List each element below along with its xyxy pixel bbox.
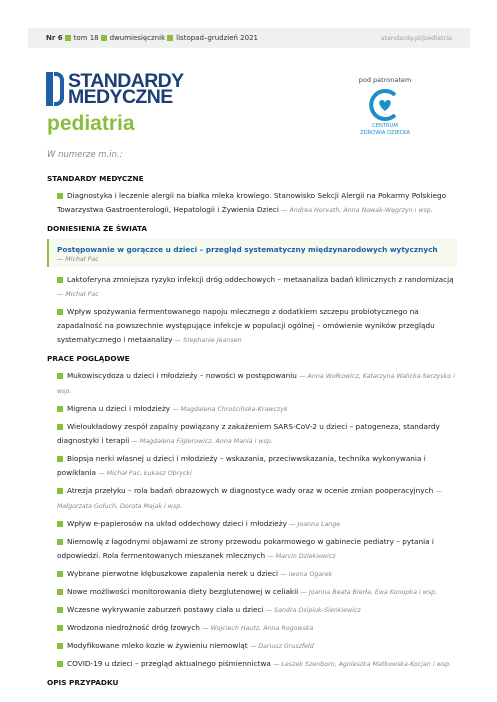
bullet-square-icon — [57, 625, 63, 631]
bullet-square-icon — [57, 488, 63, 494]
item-authors: — Dariusz Gruszfeld — [249, 643, 314, 650]
item-title: Biopsja nerki własnej u dzieci i młodzieży – wskazania, przeciwwskazania, technika wykonywania i powikłania — [57, 454, 426, 477]
featured-article[interactable] — [47, 239, 457, 267]
item-authors: — Stephanie Jeansen — [174, 337, 242, 344]
issue-meta — [46, 34, 258, 42]
item-title: Wpływ e-papierosów na układ oddechowy dzieci i młodzieży — [67, 519, 287, 528]
item-title: COVID-19 u dzieci – przegląd aktualnego piśmiennictwa — [67, 659, 271, 668]
item-authors: — Magdalena Chrościńska-Krawczyk — [172, 406, 288, 413]
list-item[interactable] — [57, 639, 457, 654]
item-title: Wybrane pierwotne kłębuszkowe zapalenia nerek u dzieci — [67, 569, 279, 578]
table-of-contents — [47, 168, 457, 693]
standardy-medyczne-logo — [46, 72, 184, 106]
list-item[interactable] — [57, 273, 457, 302]
bullet-square-icon — [57, 521, 63, 527]
item-title: Diagnostyka i leczenie alergii na białka mleka krowiego. Stanowisko Sekcji Alergii na Pokarmy Polskiego Towarzystwa Gastroenterologii, Hepatologii i Żywienia Dzieci — [57, 191, 447, 214]
list-item[interactable] — [57, 603, 457, 618]
bullet-square-icon — [57, 643, 63, 649]
bullet-square-icon — [57, 373, 63, 379]
bullet-square-icon — [57, 277, 63, 283]
item-title: Migrena u dzieci i młodzieży — [67, 404, 171, 413]
bullet-square-icon — [57, 539, 63, 545]
section-title-opis-przypadku: OPIS PRZYPADKU — [47, 678, 119, 687]
section-title-standardy: STANDARDY MEDYCZNE — [47, 174, 144, 183]
list-item[interactable] — [57, 517, 457, 532]
section-title-doniesienia: DONIESIENIA ZE ŚWIATA — [47, 224, 148, 233]
item-title: Wczesne wykrywanie zaburzeń postawy ciała u dzieci — [67, 605, 264, 614]
issue-bar — [28, 28, 470, 48]
patronage-label: pod patronatem — [358, 76, 412, 84]
patronage-block — [355, 76, 415, 137]
logo-line-1: STANDARDY — [68, 70, 184, 92]
patronage-name-1: CENTRUM — [372, 123, 398, 129]
issue-date: listopad–grudzień 2021 — [176, 34, 258, 42]
bullet-square-icon — [57, 661, 63, 667]
list-item[interactable] — [57, 369, 457, 399]
featured-authors: — Michał Pac — [57, 256, 99, 263]
item-title: Mukowiscydoza u dzieci i młodzieży – nowości w postępowaniu — [67, 371, 297, 380]
item-authors: — Magdalena Figlerowicz, Anna Mania i wsp. — [131, 438, 273, 445]
list-item[interactable] — [57, 452, 457, 481]
bullet-square-icon — [57, 424, 63, 430]
item-authors: — Sandra Osipiuk-Sienkiewicz — [265, 607, 361, 614]
item-authors: — Wojciech Hautz, Anna Rogowska — [202, 625, 314, 632]
centrum-zdrowia-dziecka-logo-icon — [367, 89, 403, 121]
list-item[interactable] — [57, 420, 457, 449]
list-item[interactable] — [57, 305, 457, 348]
bullet-square-icon — [101, 35, 107, 41]
bullet-square-icon — [57, 406, 63, 412]
bullet-square-icon — [65, 35, 71, 41]
list-item[interactable] — [57, 567, 457, 582]
item-authors: — Iwona Ogarek — [280, 571, 333, 578]
item-title: Niemowlę z łagodnymi objawami ze strony przewodu pokarmowego w gabinecie pediatry – pytania i odpowiedzi. Rola fermentowanych mieszanek mlecznych — [57, 537, 434, 560]
item-title: Wpływ spożywania fermentowanego napoju mlecznego z dodatkiem szczepu probiotycznego na zapadalność na powszechnie występujące infekcje w populacji ogólnej – omówienie wyników przeglądu systematycznego i metaanalizy — [57, 307, 435, 344]
bullet-square-icon — [57, 193, 63, 199]
list-item[interactable] — [57, 484, 457, 514]
item-authors: — Andrea Horvath, Anna Nowak-Węgrzyn i wsp. — [281, 207, 433, 214]
item-title: Modyfikowane mleko kozie w żywieniu niemowląt — [67, 641, 248, 650]
list-item[interactable] — [57, 621, 457, 636]
list-item[interactable] — [57, 189, 457, 218]
item-title: Wrodzona niedrożność dróg łzowych — [67, 623, 200, 632]
logo-line-2: MEDYCZNE — [68, 86, 173, 108]
bullet-square-icon — [57, 309, 63, 315]
contents-intro: W numerze m.in.: — [47, 150, 123, 160]
item-title: Nowe możliwości monitorowania diety bezglutenowej w celiakii — [67, 587, 299, 596]
item-title: Atrezja przełyku – rola badań obrazowych w diagnostyce wady oraz w ocenie zmian pooperacyjnych — [67, 486, 434, 495]
issue-volume: tom 18 — [73, 34, 99, 42]
journal-url[interactable]: standardy.pl/pediatria — [381, 34, 452, 42]
bullet-square-icon — [57, 456, 63, 462]
list-item[interactable] — [57, 402, 457, 417]
section-title-prace-pogladowe: PRACE POGLĄDOWE — [47, 354, 130, 363]
bullet-square-icon — [167, 35, 173, 41]
logo-wordmark — [68, 70, 184, 108]
list-item[interactable] — [57, 535, 457, 564]
bullet-square-icon — [57, 607, 63, 613]
list-item[interactable] — [57, 585, 457, 600]
list-item[interactable] — [57, 657, 457, 672]
item-authors: — Michał Pac — [57, 291, 99, 298]
issue-frequency: dwumiesięcznik — [109, 34, 166, 42]
featured-title: Postępowanie w gorączce u dzieci – przegląd systematyczny międzynarodowych wytycznych — [57, 245, 438, 254]
journal-title: pediatria — [47, 112, 135, 135]
item-authors: — Anna Wołkowicz, Katarzyna Walicka-Serzysko i wsp. — [57, 373, 455, 395]
item-title: Wieloukładowy zespół zapalny powiązany z zakażeniem SARS-CoV-2 u dzieci – patogeneza, standardy diagnostyki i terapii — [57, 422, 440, 445]
item-authors: — Joanna Lange — [289, 521, 341, 528]
item-title: Laktoferyna zmniejsza ryzyko infekcji dróg oddechowych – metaanaliza badań klinicznych z randomizacją — [67, 275, 454, 284]
bullet-square-icon — [57, 571, 63, 577]
bullet-square-icon — [57, 589, 63, 595]
item-authors: — Leszek Szenborn, Agnieszka Matkowska-Kocjan i wsp. — [273, 661, 452, 668]
item-authors: — Joanna Beata Bierła, Ewa Konopka i wsp. — [300, 589, 438, 596]
item-authors: — Marcin Dziekiewicz — [267, 553, 336, 560]
issue-number: Nr 6 — [46, 34, 63, 42]
patronage-name-2: ZDROWIA DZIECKA — [360, 130, 410, 136]
item-authors: — Michał Pac, Łukasz Obrycki — [98, 470, 192, 477]
logo-mark-icon — [46, 72, 64, 106]
item-authors: — Małgorzata Gołuch, Dorota Majak i wsp. — [57, 488, 442, 510]
